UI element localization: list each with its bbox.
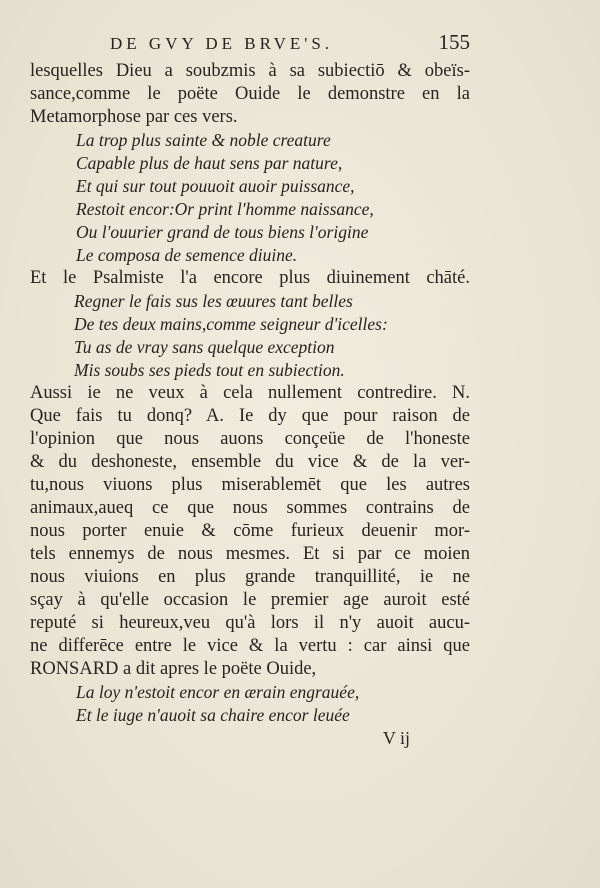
running-head: DE GVY DE BRVE'S. xyxy=(110,34,334,53)
verse-line: La trop plus sainte & noble creature xyxy=(76,130,331,150)
signature-mark: V ij xyxy=(382,728,410,748)
text-line: RONSARD a dit apres le poëte Ouide, xyxy=(30,659,317,679)
verse-line: Regner le fais sus les œuures tant belles xyxy=(74,291,353,311)
text-line: reputé si heureux,veu qu'à lors il n'y auoit aucu- xyxy=(30,613,470,633)
verse-line: Mis soubs ses pieds tout en subiection. xyxy=(74,360,345,380)
text-line: sance,comme le poëte Ouide le demonstre en la xyxy=(30,84,470,104)
text-line: lesquelles Dieu a soubzmis à sa subiectiō & obeïs- xyxy=(30,61,470,81)
text-line: nous porter enuie & cōme furieux deuenir mor- xyxy=(30,521,470,541)
text-line: Aussi ie ne veux à cela nullement contredire. N. xyxy=(30,383,470,403)
verse-line: La loy n'estoit encor en ærain engrauée, xyxy=(76,682,360,702)
page-number: 155 xyxy=(438,30,470,54)
verse-line: Et le iuge n'auoit sa chaire encor leuée xyxy=(76,705,350,725)
text-line: animaux,aueq ce que nous sommes contrains de xyxy=(30,498,470,518)
verse-line: Restoit encor:Or print l'homme naissance, xyxy=(76,199,374,219)
verse-line: Le composa de semence diuine. xyxy=(76,245,298,265)
body-text xyxy=(30,60,470,750)
verse-line: Ou l'ouurier grand de tous biens l'origine xyxy=(76,222,369,242)
text-line: sçay à qu'elle occasion le premier age auroit esté xyxy=(30,590,470,610)
text-line: & du deshoneste, ensemble du vice & de la ver- xyxy=(30,452,470,472)
verse-line: Et qui sur tout pouuoit auoir puissance, xyxy=(76,176,355,196)
text-line: tu,nous viuons plus miserablemēt que les autres xyxy=(30,475,470,495)
verse-line: Capable plus de haut sens par nature, xyxy=(76,153,343,173)
text-line: Metamorphose par ces vers. xyxy=(30,107,238,127)
verse-line: De tes deux mains,comme seigneur d'icelles: xyxy=(74,314,388,334)
text-line: ne differēce entre le vice & la vertu : car ainsi que xyxy=(30,636,470,656)
text-line: tels ennemys de nous mesmes. Et si par ce moien xyxy=(30,544,470,564)
text-line: nous viuions en plus grande tranquillité, ie ne xyxy=(30,567,470,587)
verse-line: Tu as de vray sans quelque exception xyxy=(74,337,335,357)
text-line: l'opinion que nous auons conçeüe de l'honeste xyxy=(30,429,470,449)
text-line: Que fais tu donq? A. Ie dy que pour raison de xyxy=(30,406,470,426)
text-line: Et le Psalmiste l'a encore plus diuinement chāté. xyxy=(30,268,470,288)
page-header xyxy=(30,30,470,56)
